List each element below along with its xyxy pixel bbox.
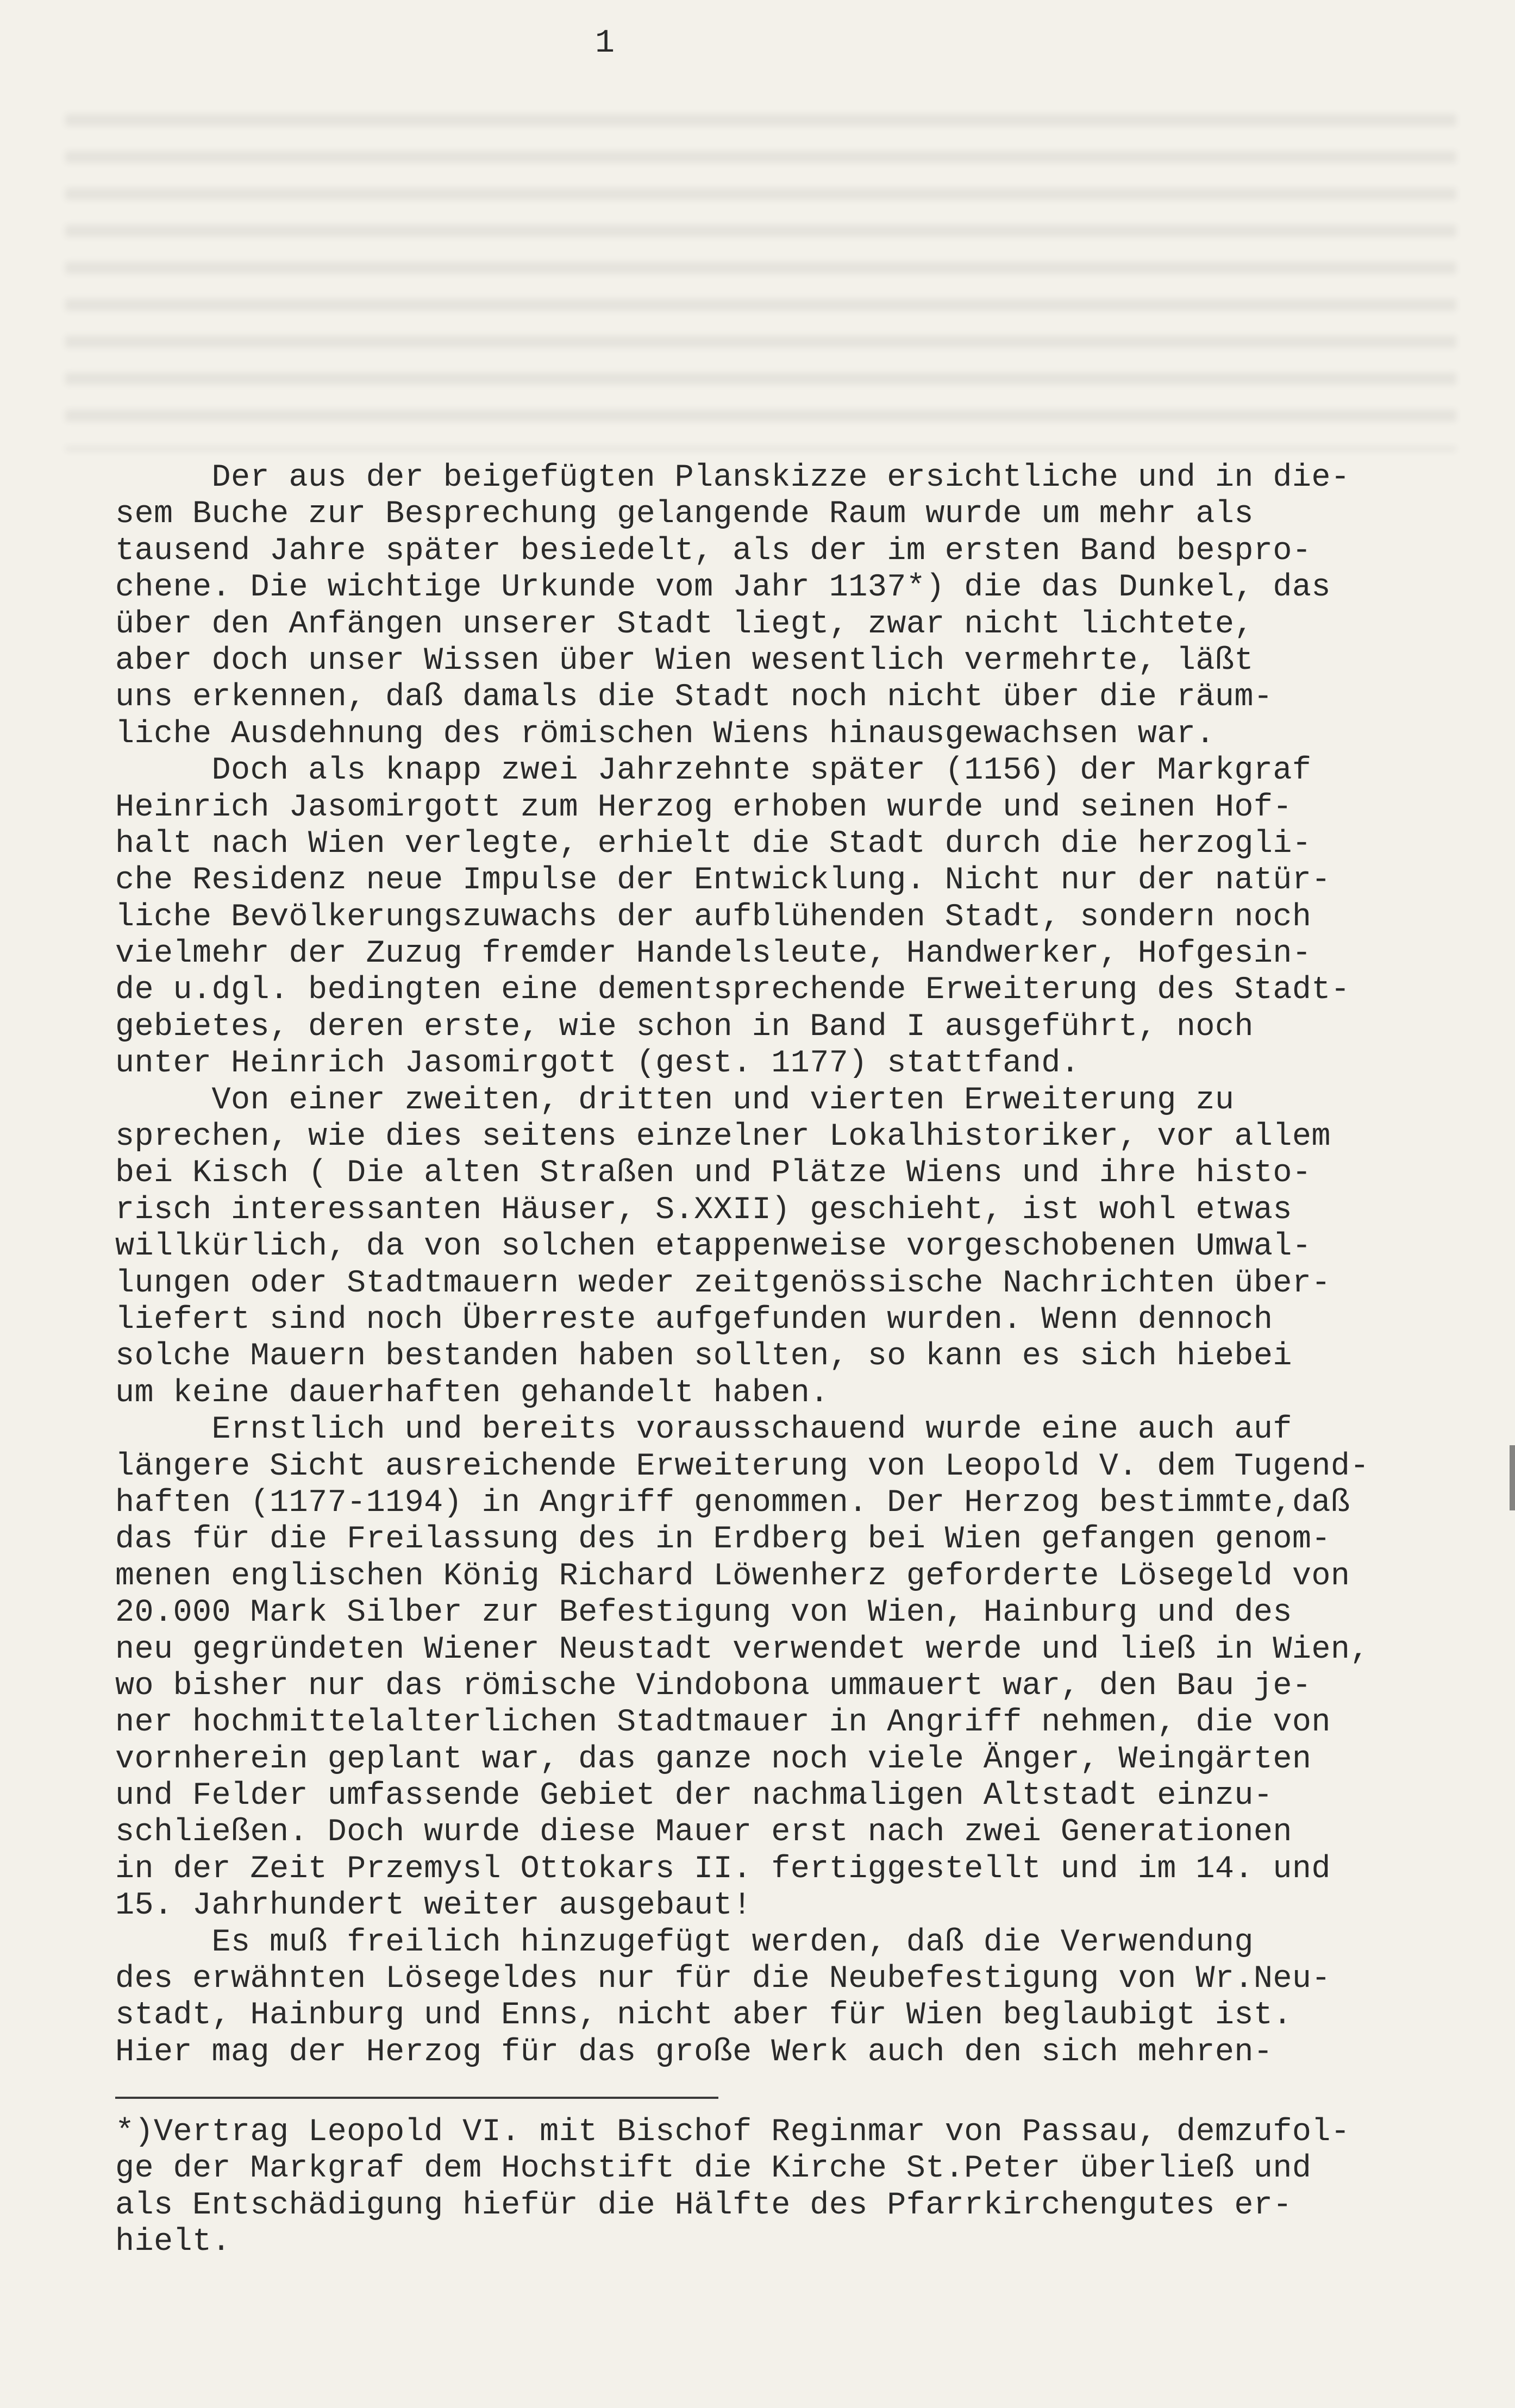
body-line: Heinrich Jasomirgott zum Herzog erhoben wurde und seinen Hof- xyxy=(115,788,1292,825)
body-line: tausend Jahre später besiedelt, als der im ersten Band bespro- xyxy=(115,532,1312,569)
body-line: vielmehr der Zuzug fremder Handelsleute, Handwerker, Hofgesin- xyxy=(115,935,1312,972)
body-line: liefert sind noch Überreste aufgefunden wurden. Wenn dennoch xyxy=(115,1301,1273,1338)
body-line: Der aus der beigefügten Planskizze ersichtliche und in die- xyxy=(115,459,1350,496)
body-line: uns erkennen, daß damals die Stadt noch nicht über die räum- xyxy=(115,679,1273,716)
show-through-text xyxy=(65,114,1456,451)
body-line: vornherein geplant war, das ganze noch viele Änger, Weingärten xyxy=(115,1740,1312,1777)
body-line: lungen oder Stadtmauern weder zeitgenössische Nachrichten über- xyxy=(115,1264,1331,1301)
body-line: liche Ausdehnung des römischen Wiens hinausgewachsen war. xyxy=(115,715,1215,752)
body-line: des erwähnten Lösegeldes nur für die Neubefestigung von Wr.Neu- xyxy=(115,1960,1331,1997)
footnote-line: hielt. xyxy=(115,2223,231,2260)
body-line: sprechen, wie dies seitens einzelner Lokalhistoriker, vor allem xyxy=(115,1118,1331,1155)
body-line: das für die Freilassung des in Erdberg bei Wien gefangen genom- xyxy=(115,1521,1331,1558)
body-line: unter Heinrich Jasomirgott (gest. 1177) stattfand. xyxy=(115,1045,1080,1082)
footnote-line: ge der Markgraf dem Hochstift die Kirche St.Peter überließ und xyxy=(115,2150,1312,2187)
body-line: über den Anfängen unserer Stadt liegt, zwar nicht lichtete, xyxy=(115,605,1254,642)
body-line: Ernstlich und bereits vorausschauend wurde eine auch auf xyxy=(115,1411,1292,1448)
body-line: 15. Jahrhundert weiter ausgebaut! xyxy=(115,1887,752,1924)
page-edge-mark xyxy=(1510,1445,1515,1510)
body-line: menen englischen König Richard Löwenherz geforderte Lösegeld von xyxy=(115,1557,1350,1594)
body-line: in der Zeit Przemysl Ottokars II. fertiggestellt und im 14. und xyxy=(115,1850,1331,1887)
body-line: chene. Die wichtige Urkunde vom Jahr 1137*) die das Dunkel, das xyxy=(115,569,1331,606)
body-line: bei Kisch ( Die alten Straßen und Plätze Wiens und ihre histo- xyxy=(115,1155,1312,1192)
footnote-line: als Entschädigung hiefür die Hälfte des Pfarrkirchengutes er- xyxy=(115,2186,1292,2223)
body-line: aber doch unser Wissen über Wien wesentlich vermehrte, läßt xyxy=(115,642,1254,679)
page-number: 1 xyxy=(595,25,615,62)
footnote-line: *)Vertrag Leopold VI. mit Bischof Reginmar von Passau, demzufol- xyxy=(115,2114,1350,2150)
body-line: Doch als knapp zwei Jahrzehnte später (1156) der Markgraf xyxy=(115,752,1312,789)
body-line: neu gegründeten Wiener Neustadt verwendet werde und ließ in Wien, xyxy=(115,1631,1369,1667)
body-line: Von einer zweiten, dritten und vierten Erweiterung zu xyxy=(115,1081,1235,1118)
body-line: Hier mag der Herzog für das große Werk auch den sich mehren- xyxy=(115,2033,1273,2070)
body-line: schließen. Doch wurde diese Mauer erst nach zwei Generationen xyxy=(115,1814,1292,1851)
body-line: liche Bevölkerungszuwachs der aufblühenden Stadt, sondern noch xyxy=(115,898,1312,935)
body-line: risch interessanten Häuser, S.XXII) geschieht, ist wohl etwas xyxy=(115,1191,1292,1228)
body-line: solche Mauern bestanden haben sollten, so kann es sich hiebei xyxy=(115,1338,1292,1375)
body-line: halt nach Wien verlegte, erhielt die Stadt durch die herzogli- xyxy=(115,825,1312,862)
body-line: haften (1177-1194) in Angriff genommen. Der Herzog bestimmte,daß xyxy=(115,1484,1350,1521)
body-line: Es muß freilich hinzugefügt werden, daß die Verwendung xyxy=(115,1923,1254,1960)
body-line: de u.dgl. bedingten eine dementsprechende Erweiterung des Stadt- xyxy=(115,971,1350,1008)
body-line: gebietes, deren erste, wie schon in Band I ausgeführt, noch xyxy=(115,1008,1254,1045)
footnote-rule xyxy=(115,2097,718,2099)
body-line: 20.000 Mark Silber zur Befestigung von Wien, Hainburg und des xyxy=(115,1594,1292,1631)
body-line: um keine dauerhaften gehandelt haben. xyxy=(115,1374,829,1411)
body-line: und Felder umfassende Gebiet der nachmaligen Altstadt einzu- xyxy=(115,1777,1273,1814)
body-line: längere Sicht ausreichende Erweiterung von Leopold V. dem Tugend- xyxy=(115,1447,1369,1484)
body-text xyxy=(115,459,1495,2070)
body-line: stadt, Hainburg und Enns, nicht aber für Wien beglaubigt ist. xyxy=(115,1997,1292,2034)
body-line: sem Buche zur Besprechung gelangende Raum wurde um mehr als xyxy=(115,496,1254,532)
body-line: wo bisher nur das römische Vindobona ummauert war, den Bau je- xyxy=(115,1667,1312,1704)
body-line: willkürlich, da von solchen etappenweise vorgeschobenen Umwal- xyxy=(115,1228,1312,1265)
body-line: che Residenz neue Impulse der Entwicklung. Nicht nur der natür- xyxy=(115,862,1331,899)
body-line: ner hochmittelalterlichen Stadtmauer in Angriff nehmen, die von xyxy=(115,1704,1331,1741)
footnote xyxy=(115,2114,1495,2260)
